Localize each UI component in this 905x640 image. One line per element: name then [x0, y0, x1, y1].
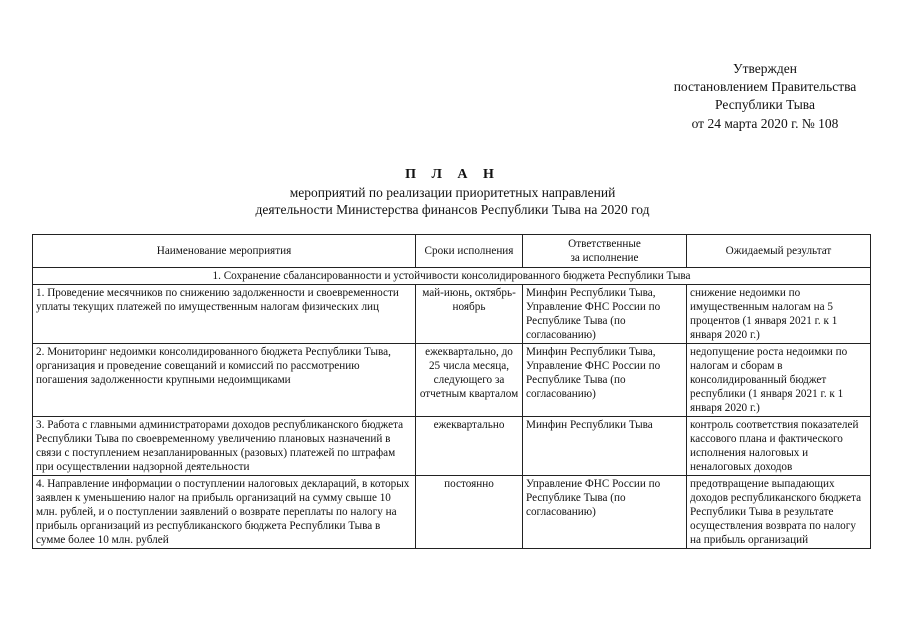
cell-term: постоянно	[416, 476, 523, 549]
subtitle-line-2: деятельности Министерства финансов Республики Тыва на 2020 год	[255, 202, 650, 217]
header-responsible-line-1: Ответственные	[568, 238, 641, 250]
cell-term: ежеквартально	[416, 417, 523, 476]
header-term: Сроки исполнения	[416, 235, 523, 268]
cell-result: снижение недоимки по имущественным налогам на 5 процентов (1 января 2021 г. к 1 января 2020 г.)	[687, 285, 871, 344]
header-name: Наименование мероприятия	[33, 235, 416, 268]
cell-responsible: Минфин Республики Тыва, Управление ФНС России по Республике Тыва (по согласованию)	[523, 285, 687, 344]
table-header-row	[33, 235, 871, 268]
approval-line-3: Республики Тыва	[715, 97, 815, 112]
table-row	[33, 476, 871, 549]
header-result: Ожидаемый результат	[687, 235, 871, 268]
table-row	[33, 417, 871, 476]
section-title: 1. Сохранение сбалансированности и устойчивости консолидированного бюджета Республики Тыва	[33, 268, 871, 285]
cell-term: май-июнь, октябрь-ноябрь	[416, 285, 523, 344]
approval-stamp	[640, 60, 890, 133]
section-row	[33, 268, 871, 285]
cell-result: контроль соответствия показателей кассового плана и фактического исполнения налоговых и неналоговых доходов	[687, 417, 871, 476]
header-responsible-line-2: за исполнение	[570, 252, 639, 264]
cell-name: 3. Работа с главными администраторами доходов республиканского бюджета Республики Тыва по своевременному увеличению плановых назначений в связи с поступлением незапланированных (разовых) платежей по штрафам при осуществлении надзорной деятельности	[33, 417, 416, 476]
approval-date: от 24 марта 2020 г. № 108	[691, 116, 839, 131]
cell-responsible: Управление ФНС России по Республике Тыва (по согласованию)	[523, 476, 687, 549]
document-title: П Л А Н	[405, 167, 500, 182]
cell-responsible: Минфин Республики Тыва, Управление ФНС России по Республике Тыва (по согласованию)	[523, 344, 687, 417]
document-subtitle	[0, 184, 905, 218]
plan-table	[32, 234, 871, 549]
approval-line-2: постановлением Правительства	[673, 79, 857, 94]
cell-name: 4. Направление информации о поступлении налоговых деклараций, в которых заявлен к уменьшению налог на прибыль организаций на сумму свыше 10 млн. рублей, и о поступлении заявлений о возврате переплаты по налогу на прибыль организаций из республиканского бюджета Республики Тыва в сумме более 10 млн. рублей	[33, 476, 416, 549]
subtitle-line-1: мероприятий по реализации приоритетных направлений	[289, 185, 616, 200]
table-row	[33, 285, 871, 344]
approval-line-1: Утвержден	[733, 61, 797, 76]
cell-name: 1. Проведение месячников по снижению задолженности и своевременности уплаты текущих платежей по имущественным налогам физических лиц	[33, 285, 416, 344]
table-row	[33, 344, 871, 417]
header-responsible	[523, 235, 687, 268]
cell-term: ежеквартально, до 25 числа месяца, следующего за отчетным кварталом	[416, 344, 523, 417]
cell-result: недопущение роста недоимки по налогам и сборам в консолидированный бюджет республики (1 января 2021 г. к 1 января 2020 г.)	[687, 344, 871, 417]
cell-name: 2. Мониторинг недоимки консолидированного бюджета Республики Тыва, организация и проведение совещаний и комиссий по рассмотрению погашения задолженности крупными недоимщиками	[33, 344, 416, 417]
cell-result: предотвращение выпадающих доходов республиканского бюджета Республики Тыва в результате осуществления возврата по налогу на прибыль организаций	[687, 476, 871, 549]
cell-responsible: Минфин Республики Тыва	[523, 417, 687, 476]
